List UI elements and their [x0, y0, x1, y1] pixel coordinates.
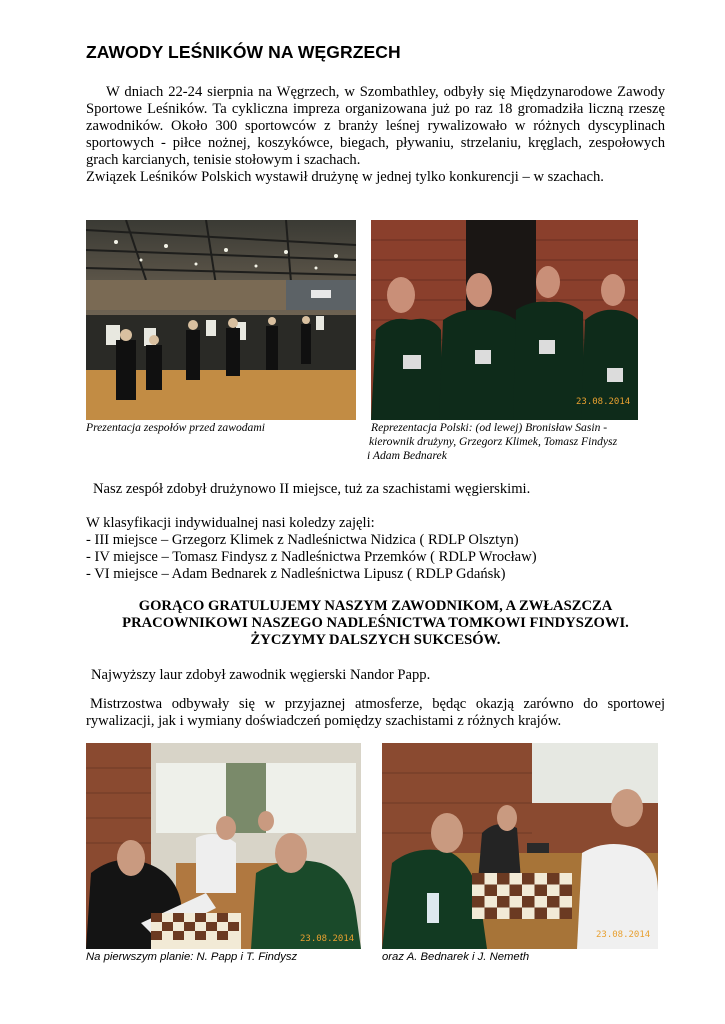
- individual-heading: W klasyfikacji indywidualnej nasi koledzy zajęli:: [86, 515, 375, 531]
- photo-bednarek-nemeth: [382, 743, 658, 949]
- congratulations: [86, 598, 665, 649]
- intro-section: [86, 84, 665, 186]
- caption-papp-findysz: Na pierwszym planie: N. Papp i T. Findysz: [86, 951, 298, 963]
- congrats-line: ŻYCZYMY DALSZYCH SUKCESÓW.: [250, 632, 501, 648]
- caption-polish-team-2: kierownik drużyny, Grzegorz Klimek, Tomasz Findysz: [369, 435, 618, 448]
- winner-line: Najwyższy laur zdobył zawodnik węgierski Nandor Papp.: [91, 667, 431, 683]
- closing-paragraph: Mistrzostwa odbywały się w przyjaznej atmosferze, będąc okazją zarówno do sportowej rywalizacji, jak i wymiany doświadczeń pomiędzy szachistami z różnych krajów.: [86, 696, 665, 729]
- photo-datestamp: 23.08.2014: [596, 930, 651, 940]
- congrats-line: PRACOWNIKOWI NASZEGO NADLEŚNICTWA TOMKOWI FINDYSZOWI.: [122, 615, 629, 631]
- caption-polish-team-1: Reprezentacja Polski: (od lewej) Bronisław Sasin -: [371, 421, 608, 434]
- page-title: ZAWODY LEŚNIKÓW NA WĘGRZECH: [86, 42, 401, 62]
- intro-paragraph: W dniach 22-24 sierpnia na Węgrzech, w Szombathley, odbyły się Międzynarodowe Zawody Sportowe Leśników. Ta cykliczna impreza organizowana już po raz 18 gromadziła liczną rzeszę zawodników. Około 300 sportowców z branży leśnej rywalizowało w różnych dyscyplinach sportowych - piłce nożnej, koszykówce, biegach, pływaniu, strzelaniu, kręglach, zespołowych grach karcianych, tenisie stołowym i szachach.: [86, 84, 665, 168]
- caption-polish-team-3: i Adam Bednarek: [367, 449, 447, 462]
- list-item: - III miejsce – Grzegorz Klimek z Nadleśnictwa Nidzica ( RDLP Olsztyn): [86, 532, 519, 548]
- photo-team-presentation: [86, 220, 356, 420]
- photo-polish-team: [371, 220, 638, 420]
- individual-results: [86, 515, 537, 583]
- photo-datestamp: 23.08.2014: [576, 397, 631, 407]
- list-item: - VI miejsce – Adam Bednarek z Nadleśnictwa Lipusz ( RDLP Gdańsk): [86, 566, 506, 582]
- team-result: Nasz zespół zdobył drużynowo II miejsce, tuż za szachistami węgierskimi.: [93, 481, 531, 497]
- list-item: - IV miejsce – Tomasz Findysz z Nadleśnictwa Przemków ( RDLP Wrocław): [86, 549, 537, 565]
- caption-team-presentation: Prezentacja zespołów przed zawodami: [86, 421, 265, 434]
- caption-bednarek-nemeth: oraz A. Bednarek i J. Nemeth: [382, 951, 530, 963]
- photo-datestamp: 23.08.2014: [300, 934, 355, 944]
- photo-papp-findysz: [86, 743, 361, 949]
- team-line: Związek Leśników Polskich wystawił drużynę w jednej tylko konkurencji – w szachach.: [86, 169, 604, 185]
- congrats-line: GORĄCO GRATULUJEMY NASZYM ZAWODNIKOM, A ZWŁASZCZA: [138, 598, 613, 614]
